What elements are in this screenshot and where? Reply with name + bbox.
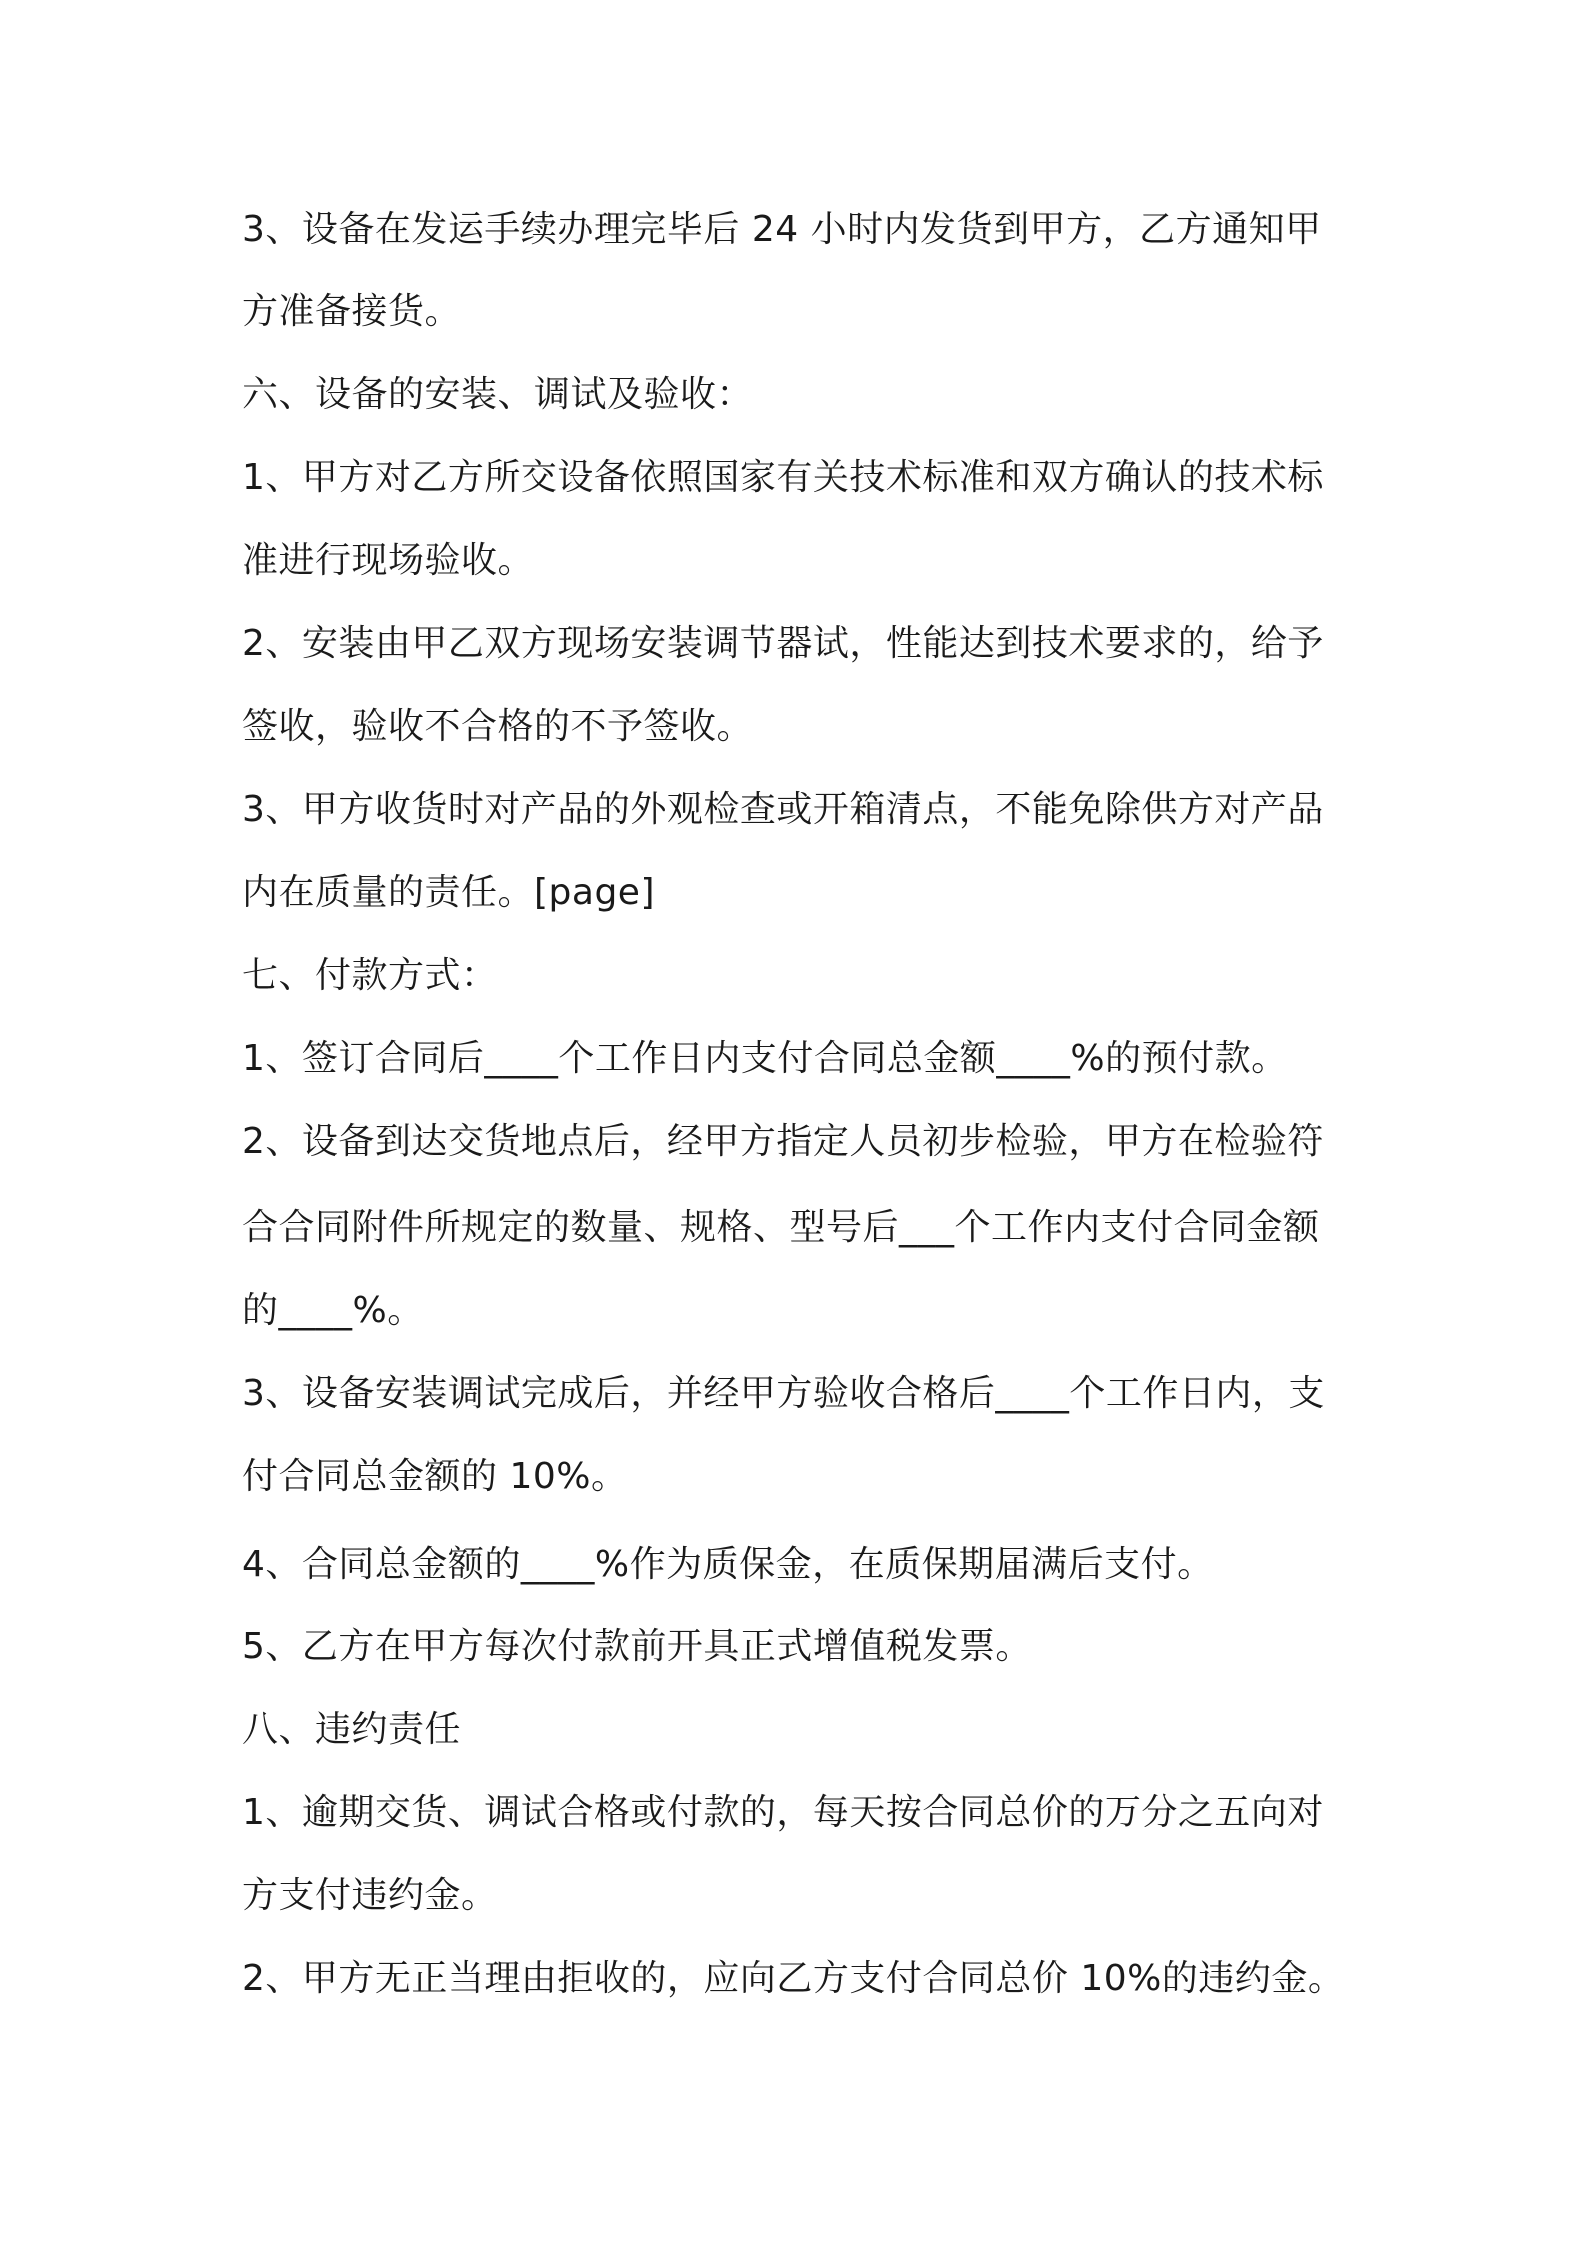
text-line: 准进行现场验收。	[242, 540, 535, 581]
text-line: 2、甲方无正当理由拒收的，应向乙方支付合同总价 10%的违约金。	[242, 1958, 1345, 1999]
text-line: 3、设备在发运手续办理完毕后 24 小时内发货到甲方，乙方通知甲	[242, 209, 1322, 250]
text-line: 付合同总金额的 10%。	[242, 1456, 628, 1497]
text-line: 方支付违约金。	[242, 1875, 498, 1916]
text-line: 签收，验收不合格的不予签收。	[242, 706, 754, 747]
text-line: 1、签订合同后____个工作日内支付合同总金额____%的预付款。	[242, 1038, 1288, 1079]
section-heading: 七、付款方式：	[242, 955, 498, 996]
text-line: 方准备接货。	[242, 291, 462, 332]
text-line: 3、设备安装调试完成后，并经甲方验收合格后____个工作日内，支	[242, 1373, 1325, 1414]
text-line: 内在质量的责任。[page]	[242, 872, 656, 913]
section-heading: 六、设备的安装、调试及验收：	[242, 374, 754, 415]
text-line: 2、安装由甲乙双方现场安装调节器试，性能达到技术要求的，给予	[242, 623, 1324, 664]
text-line: 合合同附件所规定的数量、规格、型号后___个工作内支付合同金额	[242, 1207, 1320, 1248]
text-line: 2、设备到达交货地点后，经甲方指定人员初步检验，甲方在检验符	[242, 1121, 1324, 1162]
text-line: 4、合同总金额的____%作为质保金，在质保期届满后支付。	[242, 1544, 1214, 1585]
section-heading: 八、违约责任	[242, 1709, 462, 1750]
text-line: 1、逾期交货、调试合格或付款的，每天按合同总价的万分之五向对	[242, 1792, 1324, 1833]
text-line: 的____%。	[242, 1290, 424, 1331]
text-line: 5、乙方在甲方每次付款前开具正式增值税发票。	[242, 1626, 1032, 1667]
text-line: 3、甲方收货时对产品的外观检查或开箱清点，不能免除供方对产品	[242, 789, 1324, 830]
text-line: 1、甲方对乙方所交设备依照国家有关技术标准和双方确认的技术标	[242, 457, 1324, 498]
